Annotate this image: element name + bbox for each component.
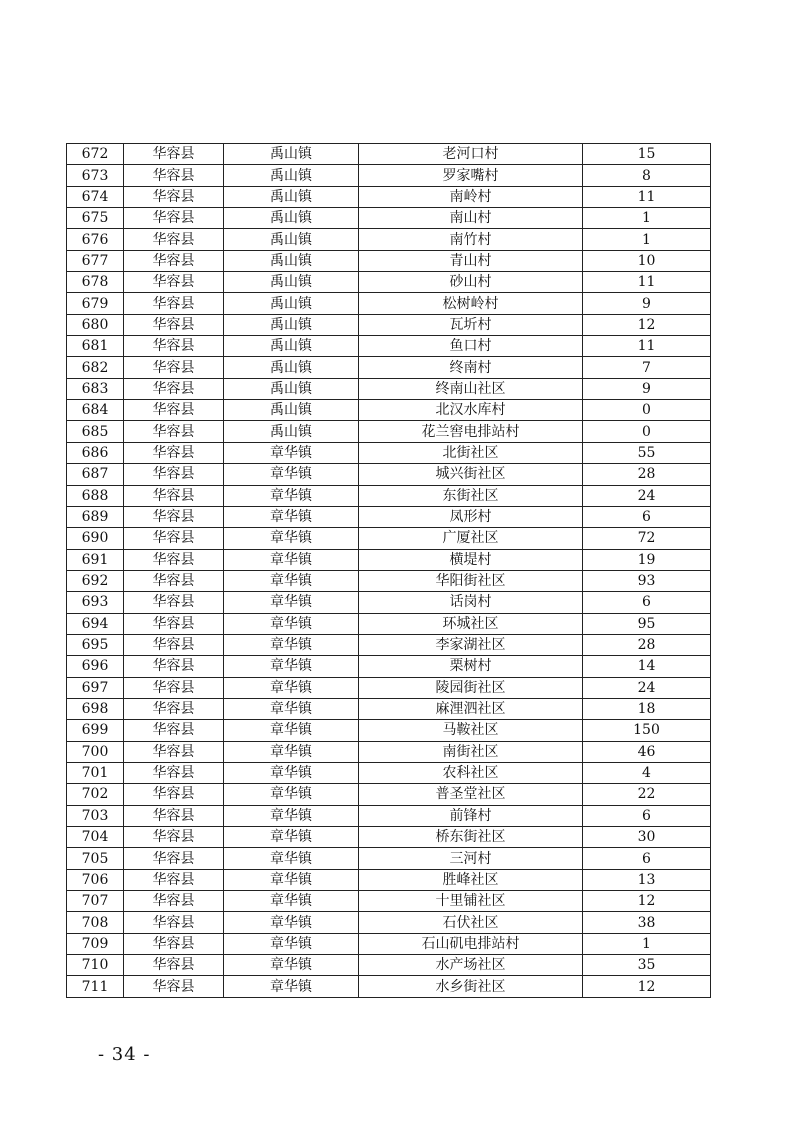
town-cell: 禹山镇 xyxy=(224,229,359,250)
serial-number-cell: 696 xyxy=(67,656,124,677)
village-cell: 麻浬泗社区 xyxy=(359,698,583,719)
serial-number-cell: 680 xyxy=(67,314,124,335)
count-cell: 19 xyxy=(583,549,711,570)
town-cell: 章华镇 xyxy=(224,634,359,655)
town-cell: 章华镇 xyxy=(224,442,359,463)
county-cell: 华容县 xyxy=(124,357,224,378)
town-cell: 章华镇 xyxy=(224,528,359,549)
serial-number-cell: 684 xyxy=(67,400,124,421)
town-cell: 章华镇 xyxy=(224,570,359,591)
serial-number-cell: 705 xyxy=(67,848,124,869)
serial-number-cell: 699 xyxy=(67,720,124,741)
table-row xyxy=(67,869,711,890)
county-cell: 华容县 xyxy=(124,464,224,485)
county-cell: 华容县 xyxy=(124,208,224,229)
table-row xyxy=(67,208,711,229)
village-cell: 凤形村 xyxy=(359,506,583,527)
count-cell: 18 xyxy=(583,698,711,719)
count-cell: 35 xyxy=(583,955,711,976)
table-row xyxy=(67,250,711,271)
page-number: - 34 - xyxy=(98,1044,151,1065)
county-cell: 华容县 xyxy=(124,976,224,997)
count-cell: 12 xyxy=(583,976,711,997)
village-cell: 陵园街社区 xyxy=(359,677,583,698)
serial-number-cell: 676 xyxy=(67,229,124,250)
village-cell: 水乡街社区 xyxy=(359,976,583,997)
serial-number-cell: 678 xyxy=(67,272,124,293)
village-cell: 普圣堂社区 xyxy=(359,784,583,805)
count-cell: 72 xyxy=(583,528,711,549)
count-cell: 55 xyxy=(583,442,711,463)
serial-number-cell: 711 xyxy=(67,976,124,997)
county-cell: 华容县 xyxy=(124,272,224,293)
county-cell: 华容县 xyxy=(124,634,224,655)
county-cell: 华容县 xyxy=(124,442,224,463)
town-cell: 章华镇 xyxy=(224,677,359,698)
serial-number-cell: 700 xyxy=(67,741,124,762)
serial-number-cell: 682 xyxy=(67,357,124,378)
serial-number-cell: 693 xyxy=(67,592,124,613)
village-cell: 栗树村 xyxy=(359,656,583,677)
serial-number-cell: 704 xyxy=(67,827,124,848)
county-cell: 华容县 xyxy=(124,144,224,165)
table-row xyxy=(67,613,711,634)
count-cell: 1 xyxy=(583,933,711,954)
table-row xyxy=(67,272,711,293)
serial-number-cell: 674 xyxy=(67,186,124,207)
count-cell: 150 xyxy=(583,720,711,741)
village-cell: 李家湖社区 xyxy=(359,634,583,655)
village-cell: 城兴街社区 xyxy=(359,464,583,485)
count-cell: 1 xyxy=(583,208,711,229)
count-cell: 6 xyxy=(583,848,711,869)
town-cell: 章华镇 xyxy=(224,805,359,826)
serial-number-cell: 686 xyxy=(67,442,124,463)
village-cell: 横堤村 xyxy=(359,549,583,570)
serial-number-cell: 683 xyxy=(67,378,124,399)
town-cell: 章华镇 xyxy=(224,592,359,613)
serial-number-cell: 701 xyxy=(67,762,124,783)
table-row xyxy=(67,592,711,613)
county-cell: 华容县 xyxy=(124,570,224,591)
village-cell: 终南山社区 xyxy=(359,378,583,399)
table-row xyxy=(67,912,711,933)
count-cell: 6 xyxy=(583,592,711,613)
table-row xyxy=(67,848,711,869)
table-row xyxy=(67,976,711,997)
table-row xyxy=(67,784,711,805)
county-cell: 华容县 xyxy=(124,827,224,848)
count-cell: 9 xyxy=(583,378,711,399)
county-cell: 华容县 xyxy=(124,741,224,762)
count-cell: 46 xyxy=(583,741,711,762)
county-cell: 华容县 xyxy=(124,784,224,805)
serial-number-cell: 689 xyxy=(67,506,124,527)
town-cell: 章华镇 xyxy=(224,656,359,677)
serial-number-cell: 688 xyxy=(67,485,124,506)
county-cell: 华容县 xyxy=(124,955,224,976)
table-row xyxy=(67,144,711,165)
serial-number-cell: 706 xyxy=(67,869,124,890)
county-cell: 华容县 xyxy=(124,805,224,826)
table-row xyxy=(67,634,711,655)
serial-number-cell: 694 xyxy=(67,613,124,634)
table-row xyxy=(67,762,711,783)
town-cell: 章华镇 xyxy=(224,698,359,719)
serial-number-cell: 703 xyxy=(67,805,124,826)
village-cell: 胜峰社区 xyxy=(359,869,583,890)
town-cell: 章华镇 xyxy=(224,869,359,890)
village-cell: 终南村 xyxy=(359,357,583,378)
county-cell: 华容县 xyxy=(124,720,224,741)
town-cell: 禹山镇 xyxy=(224,272,359,293)
village-cell: 花兰窖电排站村 xyxy=(359,421,583,442)
table-row xyxy=(67,805,711,826)
serial-number-cell: 710 xyxy=(67,955,124,976)
county-cell: 华容县 xyxy=(124,250,224,271)
village-cell: 鱼口村 xyxy=(359,336,583,357)
count-cell: 22 xyxy=(583,784,711,805)
count-cell: 0 xyxy=(583,421,711,442)
serial-number-cell: 685 xyxy=(67,421,124,442)
serial-number-cell: 709 xyxy=(67,933,124,954)
town-cell: 章华镇 xyxy=(224,848,359,869)
village-cell: 南山村 xyxy=(359,208,583,229)
count-cell: 28 xyxy=(583,634,711,655)
village-cell: 前锋村 xyxy=(359,805,583,826)
county-cell: 华容县 xyxy=(124,336,224,357)
county-cell: 华容县 xyxy=(124,891,224,912)
count-cell: 0 xyxy=(583,400,711,421)
count-cell: 6 xyxy=(583,506,711,527)
count-cell: 24 xyxy=(583,677,711,698)
town-cell: 章华镇 xyxy=(224,613,359,634)
county-cell: 华容县 xyxy=(124,656,224,677)
town-cell: 禹山镇 xyxy=(224,186,359,207)
town-cell: 禹山镇 xyxy=(224,208,359,229)
count-cell: 11 xyxy=(583,186,711,207)
county-cell: 华容县 xyxy=(124,762,224,783)
village-cell: 农科社区 xyxy=(359,762,583,783)
town-cell: 章华镇 xyxy=(224,891,359,912)
table-row xyxy=(67,506,711,527)
village-cell: 北汉水库村 xyxy=(359,400,583,421)
town-cell: 章华镇 xyxy=(224,976,359,997)
table-row xyxy=(67,570,711,591)
count-cell: 95 xyxy=(583,613,711,634)
count-cell: 7 xyxy=(583,357,711,378)
county-cell: 华容县 xyxy=(124,613,224,634)
county-cell: 华容县 xyxy=(124,869,224,890)
village-cell: 桥东街社区 xyxy=(359,827,583,848)
count-cell: 9 xyxy=(583,293,711,314)
town-cell: 章华镇 xyxy=(224,933,359,954)
table-row xyxy=(67,421,711,442)
town-cell: 禹山镇 xyxy=(224,421,359,442)
table-row xyxy=(67,698,711,719)
village-cell: 石山矶电排站村 xyxy=(359,933,583,954)
count-cell: 6 xyxy=(583,805,711,826)
town-cell: 章华镇 xyxy=(224,720,359,741)
town-cell: 禹山镇 xyxy=(224,165,359,186)
count-cell: 4 xyxy=(583,762,711,783)
table-row xyxy=(67,336,711,357)
village-cell: 老河口村 xyxy=(359,144,583,165)
town-cell: 章华镇 xyxy=(224,485,359,506)
table-row xyxy=(67,528,711,549)
serial-number-cell: 677 xyxy=(67,250,124,271)
table-row xyxy=(67,891,711,912)
count-cell: 13 xyxy=(583,869,711,890)
table-row xyxy=(67,549,711,570)
count-cell: 8 xyxy=(583,165,711,186)
town-cell: 禹山镇 xyxy=(224,144,359,165)
town-cell: 禹山镇 xyxy=(224,357,359,378)
count-cell: 11 xyxy=(583,336,711,357)
county-cell: 华容县 xyxy=(124,848,224,869)
serial-number-cell: 698 xyxy=(67,698,124,719)
table-row xyxy=(67,485,711,506)
town-cell: 章华镇 xyxy=(224,549,359,570)
town-cell: 禹山镇 xyxy=(224,250,359,271)
county-cell: 华容县 xyxy=(124,400,224,421)
county-cell: 华容县 xyxy=(124,549,224,570)
village-cell: 松树岭村 xyxy=(359,293,583,314)
village-cell: 水产场社区 xyxy=(359,955,583,976)
count-cell: 14 xyxy=(583,656,711,677)
count-cell: 28 xyxy=(583,464,711,485)
village-cell: 华阳街社区 xyxy=(359,570,583,591)
town-cell: 章华镇 xyxy=(224,827,359,848)
serial-number-cell: 692 xyxy=(67,570,124,591)
serial-number-cell: 708 xyxy=(67,912,124,933)
table-row xyxy=(67,955,711,976)
town-cell: 章华镇 xyxy=(224,506,359,527)
county-cell: 华容县 xyxy=(124,933,224,954)
village-cell: 石伏社区 xyxy=(359,912,583,933)
town-cell: 禹山镇 xyxy=(224,314,359,335)
town-cell: 章华镇 xyxy=(224,784,359,805)
town-cell: 章华镇 xyxy=(224,955,359,976)
town-cell: 章华镇 xyxy=(224,762,359,783)
serial-number-cell: 673 xyxy=(67,165,124,186)
village-cell: 瓦圻村 xyxy=(359,314,583,335)
serial-number-cell: 707 xyxy=(67,891,124,912)
serial-number-cell: 672 xyxy=(67,144,124,165)
village-cell: 青山村 xyxy=(359,250,583,271)
table-row xyxy=(67,165,711,186)
count-cell: 38 xyxy=(583,912,711,933)
town-cell: 禹山镇 xyxy=(224,336,359,357)
serial-number-cell: 687 xyxy=(67,464,124,485)
serial-number-cell: 681 xyxy=(67,336,124,357)
table-row xyxy=(67,293,711,314)
table-row xyxy=(67,464,711,485)
table-row xyxy=(67,400,711,421)
table-row xyxy=(67,656,711,677)
serial-number-cell: 702 xyxy=(67,784,124,805)
count-cell: 24 xyxy=(583,485,711,506)
table-row xyxy=(67,933,711,954)
village-cell: 南岭村 xyxy=(359,186,583,207)
village-cell: 话岗村 xyxy=(359,592,583,613)
town-cell: 章华镇 xyxy=(224,464,359,485)
count-cell: 1 xyxy=(583,229,711,250)
county-cell: 华容县 xyxy=(124,421,224,442)
count-cell: 30 xyxy=(583,827,711,848)
town-cell: 章华镇 xyxy=(224,912,359,933)
county-cell: 华容县 xyxy=(124,506,224,527)
serial-number-cell: 691 xyxy=(67,549,124,570)
village-cell: 三河村 xyxy=(359,848,583,869)
county-cell: 华容县 xyxy=(124,677,224,698)
count-cell: 12 xyxy=(583,891,711,912)
count-cell: 93 xyxy=(583,570,711,591)
town-cell: 禹山镇 xyxy=(224,400,359,421)
village-data-table-wrapper xyxy=(66,143,710,998)
county-cell: 华容县 xyxy=(124,293,224,314)
count-cell: 10 xyxy=(583,250,711,271)
county-cell: 华容县 xyxy=(124,186,224,207)
county-cell: 华容县 xyxy=(124,378,224,399)
serial-number-cell: 697 xyxy=(67,677,124,698)
village-cell: 十里铺社区 xyxy=(359,891,583,912)
table-row xyxy=(67,186,711,207)
village-cell: 罗家嘴村 xyxy=(359,165,583,186)
county-cell: 华容县 xyxy=(124,592,224,613)
village-cell: 广厦社区 xyxy=(359,528,583,549)
town-cell: 章华镇 xyxy=(224,741,359,762)
village-data-table xyxy=(66,143,711,998)
table-row xyxy=(67,357,711,378)
town-cell: 禹山镇 xyxy=(224,378,359,399)
table-row xyxy=(67,442,711,463)
table-row xyxy=(67,827,711,848)
count-cell: 12 xyxy=(583,314,711,335)
county-cell: 华容县 xyxy=(124,314,224,335)
village-cell: 东街社区 xyxy=(359,485,583,506)
county-cell: 华容县 xyxy=(124,698,224,719)
table-row xyxy=(67,378,711,399)
table-row xyxy=(67,314,711,335)
table-row xyxy=(67,741,711,762)
village-cell: 南竹村 xyxy=(359,229,583,250)
town-cell: 禹山镇 xyxy=(224,293,359,314)
table-row xyxy=(67,720,711,741)
village-cell: 砂山村 xyxy=(359,272,583,293)
serial-number-cell: 679 xyxy=(67,293,124,314)
serial-number-cell: 675 xyxy=(67,208,124,229)
count-cell: 11 xyxy=(583,272,711,293)
village-cell: 北街社区 xyxy=(359,442,583,463)
table-row xyxy=(67,677,711,698)
county-cell: 华容县 xyxy=(124,912,224,933)
county-cell: 华容县 xyxy=(124,485,224,506)
serial-number-cell: 690 xyxy=(67,528,124,549)
county-cell: 华容县 xyxy=(124,165,224,186)
village-cell: 马鞍社区 xyxy=(359,720,583,741)
count-cell: 15 xyxy=(583,144,711,165)
county-cell: 华容县 xyxy=(124,528,224,549)
village-cell: 南街社区 xyxy=(359,741,583,762)
serial-number-cell: 695 xyxy=(67,634,124,655)
village-cell: 环城社区 xyxy=(359,613,583,634)
table-body xyxy=(67,144,711,998)
table-row xyxy=(67,229,711,250)
county-cell: 华容县 xyxy=(124,229,224,250)
